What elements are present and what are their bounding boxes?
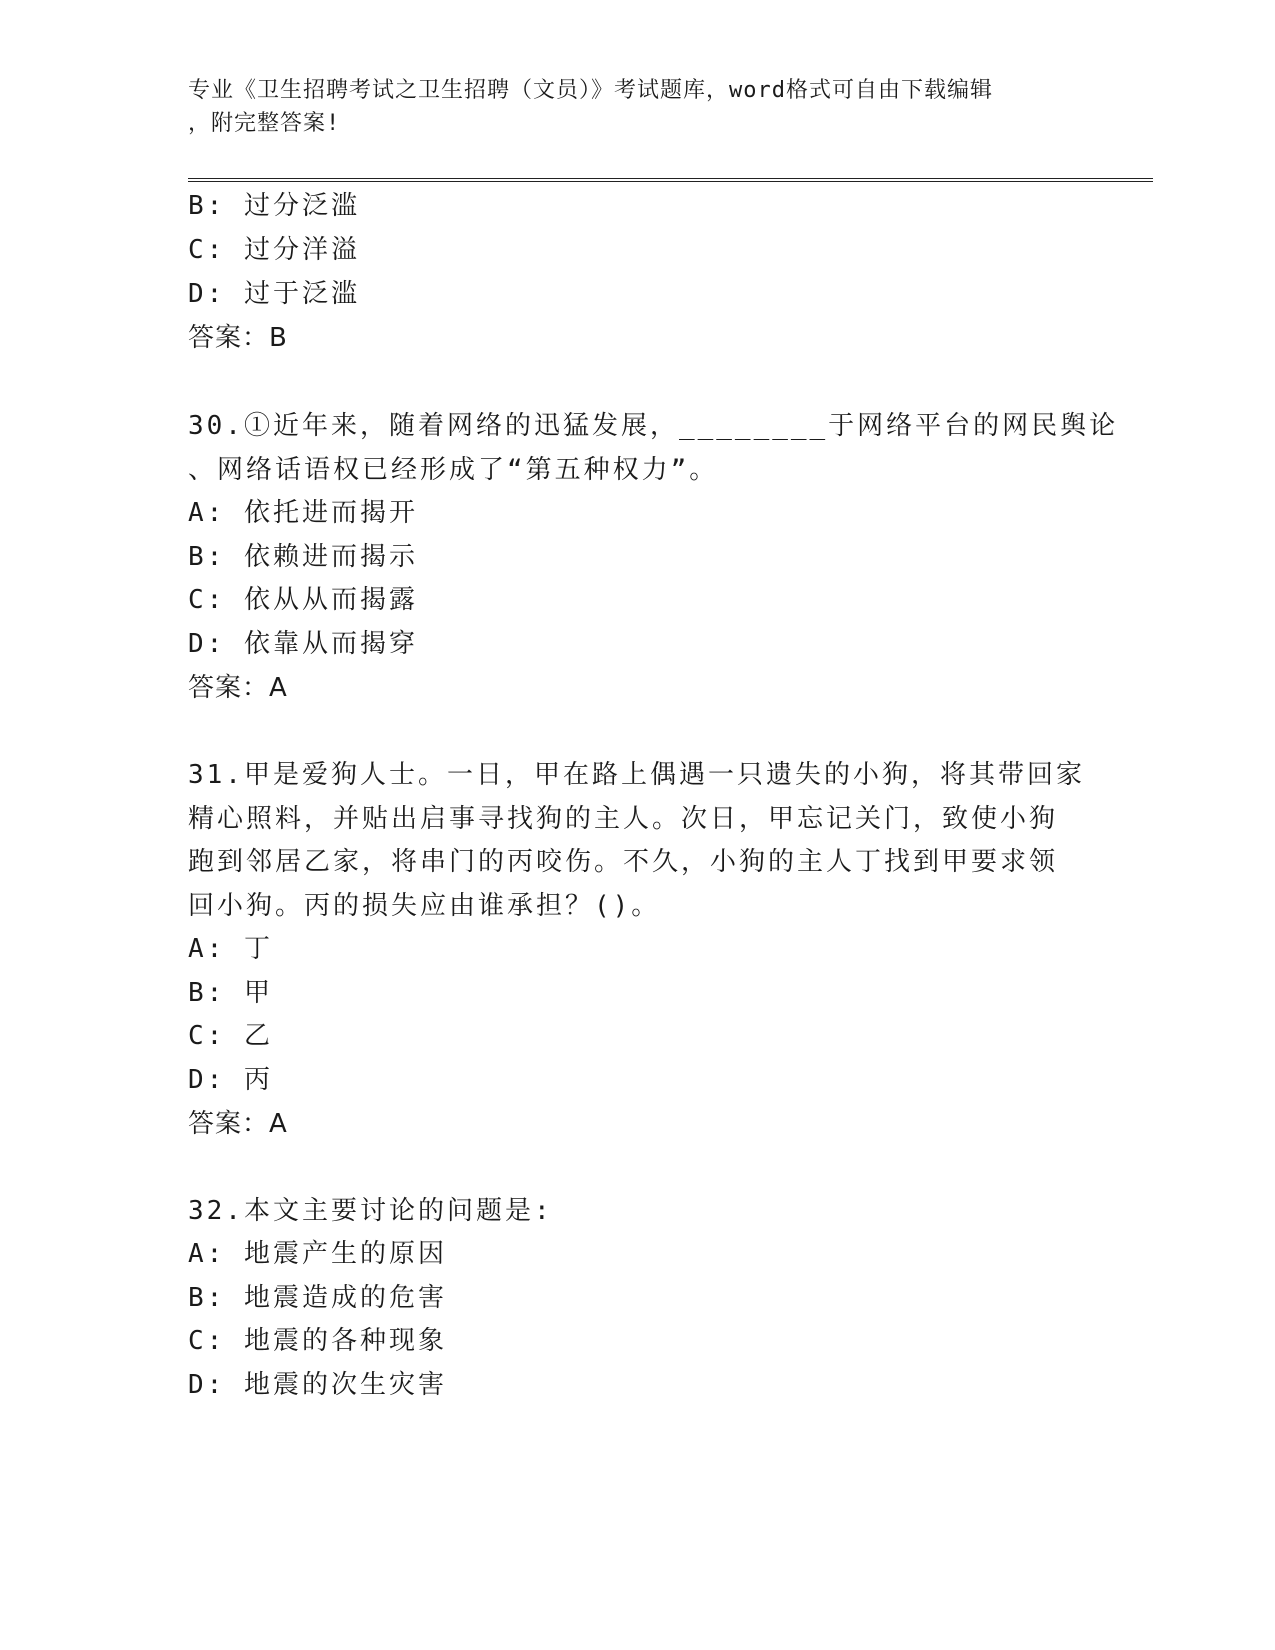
header-line-1: 专业《卫生招聘考试之卫生招聘（文员）》考试题库，word格式可自由下载编辑: [188, 78, 993, 103]
q32-option-d: D: 地震的次生灾害: [188, 1370, 447, 1400]
q30-option-d: D: 依靠从而揭穿: [188, 629, 418, 659]
q32-option-c: C: 地震的各种现象: [188, 1326, 447, 1356]
header-line-2: ，附完整答案!: [188, 111, 341, 136]
q29-answer: 答案：B: [188, 323, 288, 353]
q30-option-b: B: 依赖进而揭示: [188, 542, 418, 572]
q31-stem-line-1: 31.甲是爱狗人士。一日，甲在路上偶遇一只遗失的小狗，将其带回家: [188, 760, 1085, 790]
q31-stem-line-3: 跑到邻居乙家，将串门的丙咬伤。不久，小狗的主人丁找到甲要求领: [188, 847, 1059, 877]
q31-option-c: C: 乙: [188, 1021, 273, 1051]
q32-option-b: B: 地震造成的危害: [188, 1283, 447, 1313]
q30-stem-line-1: 30.①近年来，随着网络的迅猛发展，________于网络平台的网民舆论: [188, 411, 1119, 441]
q31-option-d: D: 丙: [188, 1065, 273, 1095]
q30-option-c: C: 依从从而揭露: [188, 585, 418, 615]
document-header: [188, 74, 1068, 140]
q31-option-a: A: 丁: [188, 934, 273, 964]
q29-option-c: C: 过分洋溢: [188, 235, 360, 265]
q31-answer: 答案：A: [188, 1109, 288, 1139]
q29-option-b: B: 过分泛滥: [188, 191, 360, 221]
q30-stem-line-2: 、网络话语权已经形成了“第五种权力”。: [188, 455, 719, 485]
q32-option-a: A: 地震产生的原因: [188, 1239, 447, 1269]
q31-stem-line-2: 精心照料，并贴出启事寻找狗的主人。次日，甲忘记关门，致使小狗: [188, 804, 1059, 834]
q31-stem-line-4: 回小狗。丙的损失应由谁承担？()。: [188, 891, 661, 921]
q29-option-d: D: 过于泛滥: [188, 279, 360, 309]
q30-option-a: A: 依托进而揭开: [188, 498, 418, 528]
header-divider: [188, 178, 1153, 182]
q31-option-b: B: 甲: [188, 978, 273, 1008]
q30-answer: 答案：A: [188, 673, 288, 703]
q32-stem-line-1: 32.本文主要讨论的问题是:: [188, 1196, 553, 1226]
